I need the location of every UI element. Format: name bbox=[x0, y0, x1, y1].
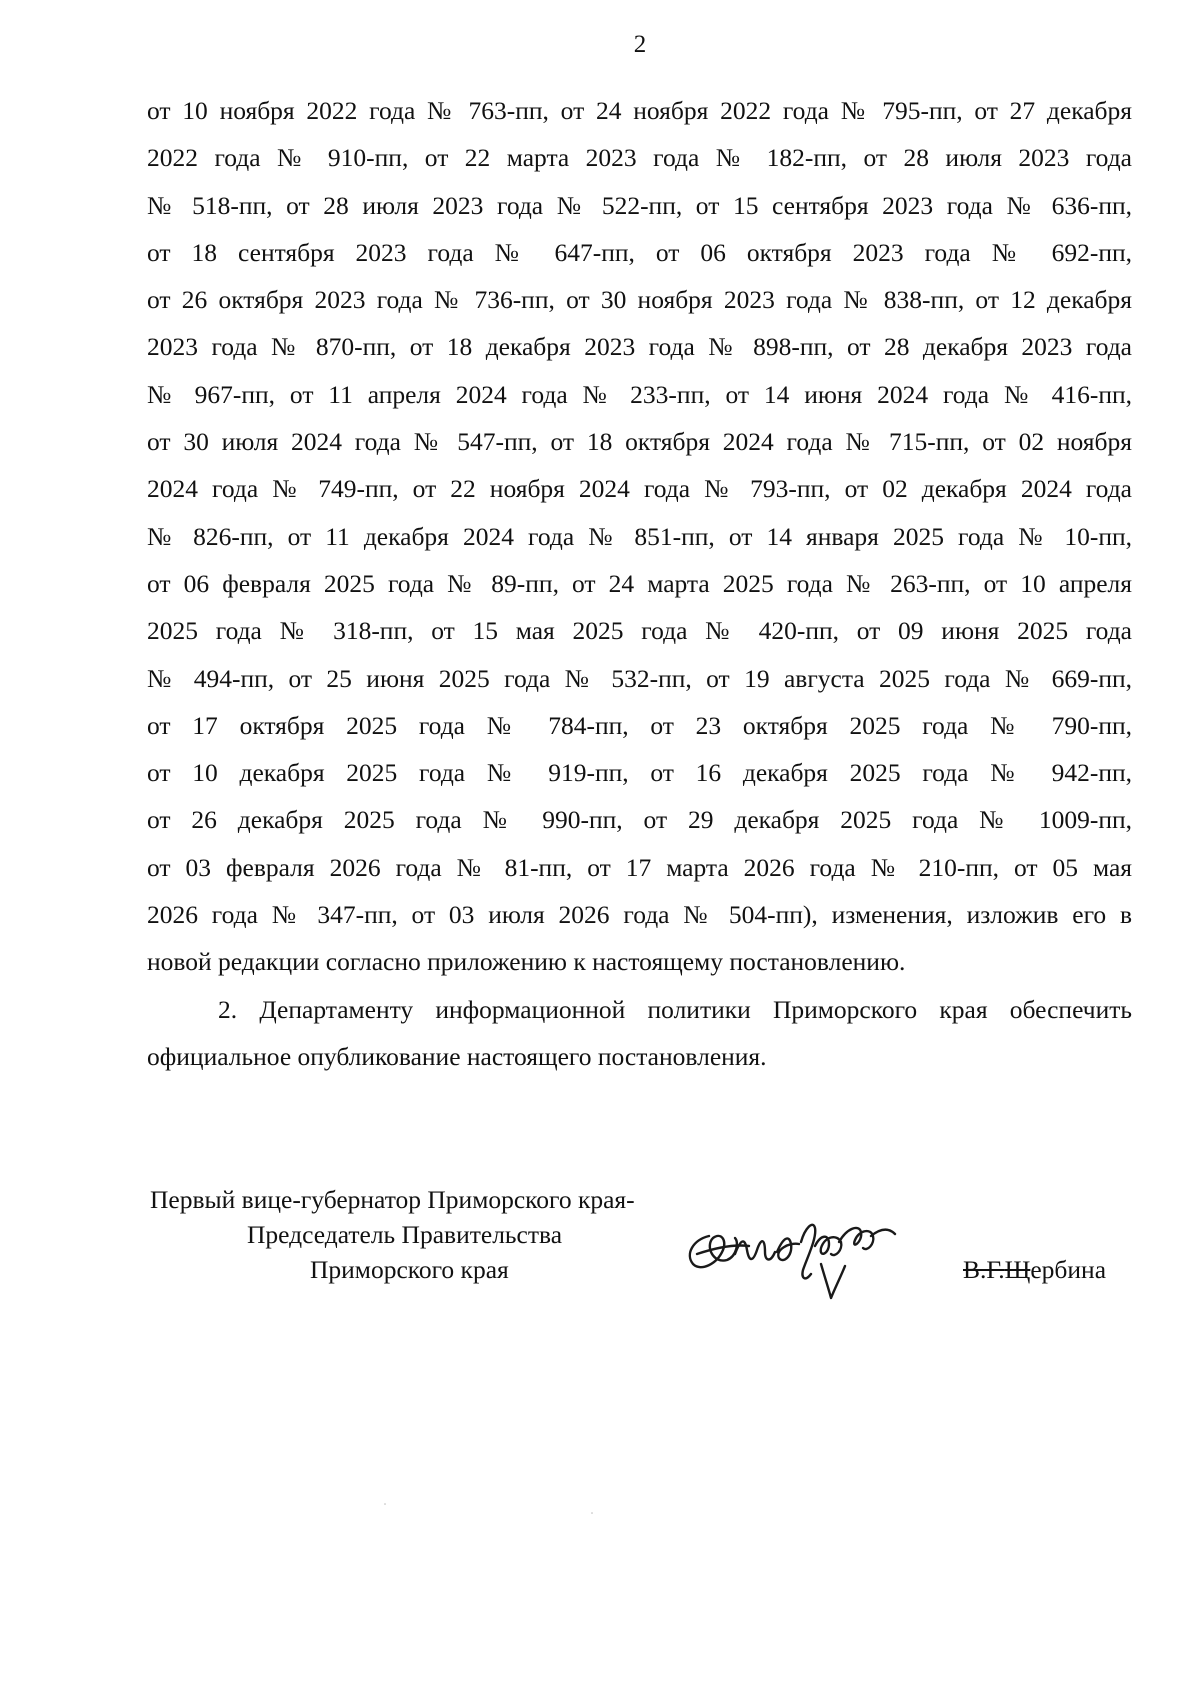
text-line: от 26 октября 2023 года № 736-пп, от 30 ноября 2023 года № 838-пп, от 12 декабря bbox=[147, 285, 1132, 315]
text-line: от 26 декабря 2025 года № 990-пп, от 29 декабря 2025 года № 1009-пп, bbox=[147, 805, 1132, 835]
text-line: 2023 года № 870-пп, от 18 декабря 2023 года № 898-пп, от 28 декабря 2023 года bbox=[147, 332, 1132, 362]
paragraph-2-line: 2. Департаменту информационной политики Приморского края обеспечить bbox=[218, 994, 1132, 1024]
signatory-title-line: Первый вице-губернатор Приморского края- bbox=[150, 1185, 635, 1214]
text-line: от 10 ноября 2022 года № 763-пп, от 24 ноября 2022 года № 795-пп, от 27 декабря bbox=[147, 96, 1132, 125]
signatory-name bbox=[963, 1254, 1106, 1286]
page-number: 2 bbox=[633, 31, 647, 58]
text-line: от 06 февраля 2025 года № 89-пп, от 24 марта 2025 года № 263-пп, от 10 апреля bbox=[147, 568, 1132, 598]
body-text bbox=[147, 87, 1132, 1080]
text-line: от 10 декабря 2025 года № 919-пп, от 16 декабря 2025 года № 942-пп, bbox=[147, 758, 1132, 788]
text-line: № 826-пп, от 11 декабря 2024 года № 851-пп, от 14 января 2025 года № 10-пп, bbox=[147, 521, 1132, 551]
paragraph-2-line: официальное опубликование настоящего постановления. bbox=[147, 1041, 767, 1071]
signatory-surname: ербина bbox=[1030, 1255, 1107, 1284]
text-line: 2024 года № 749-пп, от 22 ноября 2024 года № 793-пп, от 02 декабря 2024 года bbox=[147, 474, 1132, 504]
signatory-title-line: Председатель Правительства bbox=[247, 1220, 563, 1249]
signatory-surname-initial: Щ bbox=[1004, 1255, 1031, 1284]
text-line: от 03 февраля 2026 года № 81-пп, от 17 марта 2026 года № 210-пп, от 05 мая bbox=[147, 852, 1132, 882]
text-line: от 17 октября 2025 года № 784-пп, от 23 октября 2025 года № 790-пп, bbox=[147, 710, 1132, 740]
text-line: № 494-пп, от 25 июня 2025 года № 532-пп, от 19 августа 2025 года № 669-пп, bbox=[147, 663, 1132, 693]
text-line: от 30 июля 2024 года № 547-пп, от 18 октября 2024 года № 715-пп, от 02 ноября bbox=[147, 427, 1132, 457]
text-line: новой редакции согласно приложению к настоящему постановлению. bbox=[147, 947, 906, 977]
text-line: № 967-пп, от 11 апреля 2024 года № 233-пп, от 14 июня 2024 года № 416-пп, bbox=[147, 379, 1132, 409]
text-line: № 518-пп, от 28 июля 2023 года № 522-пп, от 15 сентября 2023 года № 636-пп, bbox=[147, 190, 1132, 220]
signatory-title-line: Приморского края bbox=[310, 1255, 509, 1284]
signature-block bbox=[0, 1184, 1200, 1304]
text-line: 2025 года № 318-пп, от 15 мая 2025 года № 420-пп, от 09 июня 2025 года bbox=[147, 616, 1132, 646]
handwritten-signature bbox=[675, 1198, 935, 1308]
text-line: от 18 сентября 2023 года № 647-пп, от 06 октября 2023 года № 692-пп, bbox=[147, 237, 1132, 267]
text-line: 2026 года № 347-пп, от 03 июля 2026 года № 504-пп), изменения, изложив его в bbox=[147, 900, 1132, 930]
text-line: 2022 года № 910-пп, от 22 марта 2023 года № 182-пп, от 28 июля 2023 года bbox=[147, 143, 1132, 173]
signatory-initials: В.Г. bbox=[963, 1255, 1005, 1284]
